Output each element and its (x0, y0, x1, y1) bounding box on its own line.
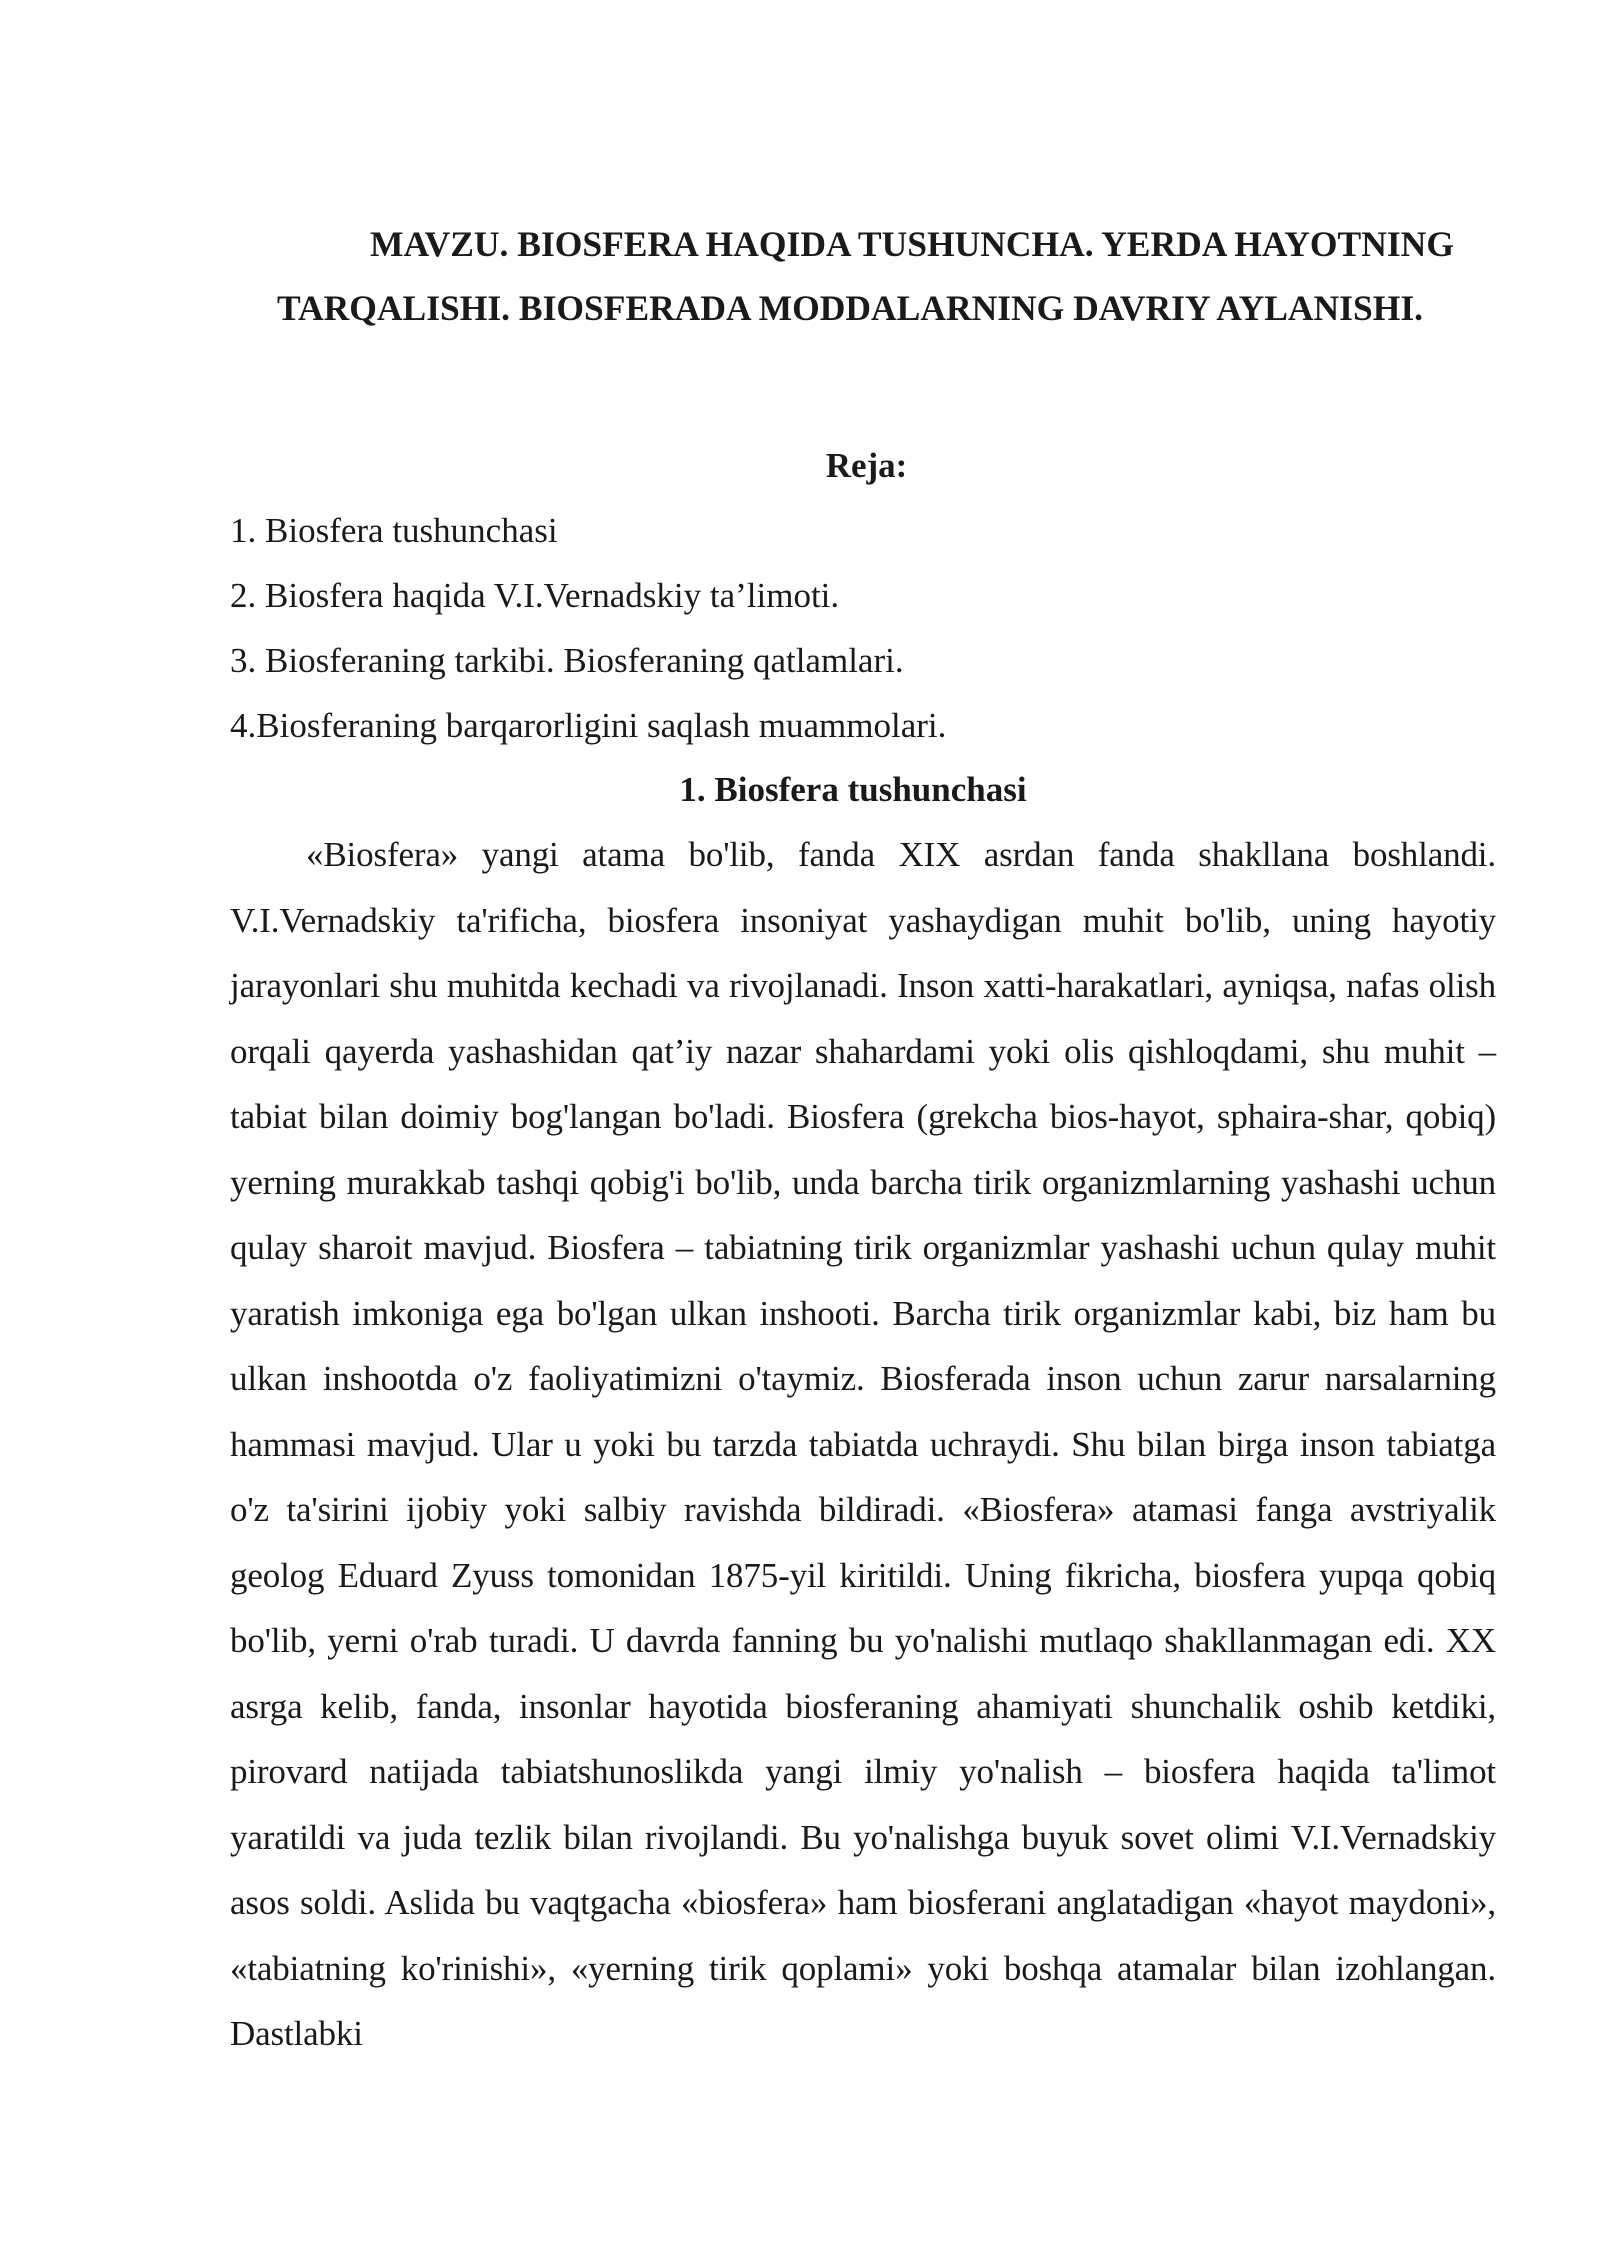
section-heading: 1. Biosfera tushunchasi (679, 770, 1027, 809)
plan-item: 2. Biosfera haqida V.I.Vernadskiy ta’limoti. (230, 576, 840, 615)
plan-list (230, 498, 1496, 758)
plan-item: 4.Biosferaning barqarorligini saqlash muammolari. (230, 706, 947, 745)
document-page (230, 212, 1496, 2067)
plan-item: 1. Biosfera tushunchasi (230, 511, 558, 550)
document-title-line-2: TARQALISHI. BIOSFERADA MODDALARNING DAVRIY AYLANISHI. (276, 288, 1424, 328)
body-paragraph: «Biosfera» yangi atama bo'lib, fanda XIX asrdan fanda shakllana boshlandi. V.I.Vernadskiy ta'rificha, biosfera insoniyat yashaydigan muhit bo'lib, uning hayotiy jarayonlari shu muhitda kechadi va rivojlanadi. Inson xatti-harakatlari, ayniqsa, nafas olish orqali qayerda yashashidan qat’iy nazar shahardami yoki olis qishloqdami, shu muhit – tabiat bilan doimiy bog'langan bo'ladi. Biosfera (grekcha bios-hayot, sphaira-shar, qobiq) yerning murakkab tashqi qobig'i bo'lib, unda barcha tirik organizmlarning yashashi uchun qulay sharoit mavjud. Biosfera – tabiatning tirik organizmlar yashashi uchun qulay muhit yaratish imkoniga ega bo'lgan ulkan inshooti. Barcha tirik organizmlar kabi, biz ham bu ulkan inshootda o'z faoliyatimizni o'taymiz. Biosferada inson uchun zarur narsalarning hammasi mavjud. Ular u yoki bu tarzda tabiatda uchraydi. Shu bilan birga inson tabiatga o'z ta'sirini ijobiy yoki salbiy ravishda bildiradi. «Biosfera» atamasi fanga avstriyalik geolog Eduard Zyuss tomonidan 1875-yil kiritildi. Uning fikricha, biosfera yupqa qobiq bo'lib, yerni o'rab turadi. U davrda fanning bu yo'nalishi mutlaqo shakllanmagan edi. XX asrga kelib, fanda, insonlar hayotida biosferaning ahamiyati shunchalik oshib ketdiki, pirovard natijada tabiatshunoslikda yangi ilmiy yo'nalish – biosfera haqida ta'limot yaratildi va juda tezlik bilan rivojlandi. Bu yo'nalishga buyuk sovet olimi V.I.Vernadskiy asos soldi. Aslida bu vaqtgacha «biosfera» ham biosferani anglatadigan «hayot maydoni», «tabiatning ko'rinishi», «yerning tirik qoplami» yoki boshqa atamalar bilan izohlangan. Dastlabki (230, 835, 1496, 2053)
plan-heading: Reja: (825, 446, 908, 485)
plan-item: 3. Biosferaning tarkibi. Biosferaning qatlamlari. (230, 641, 904, 680)
document-title-line-1: MAVZU. BIOSFERA HAQIDA TUSHUNCHA. YERDA HAYOTNING (370, 224, 1454, 264)
document-title (230, 212, 1496, 340)
